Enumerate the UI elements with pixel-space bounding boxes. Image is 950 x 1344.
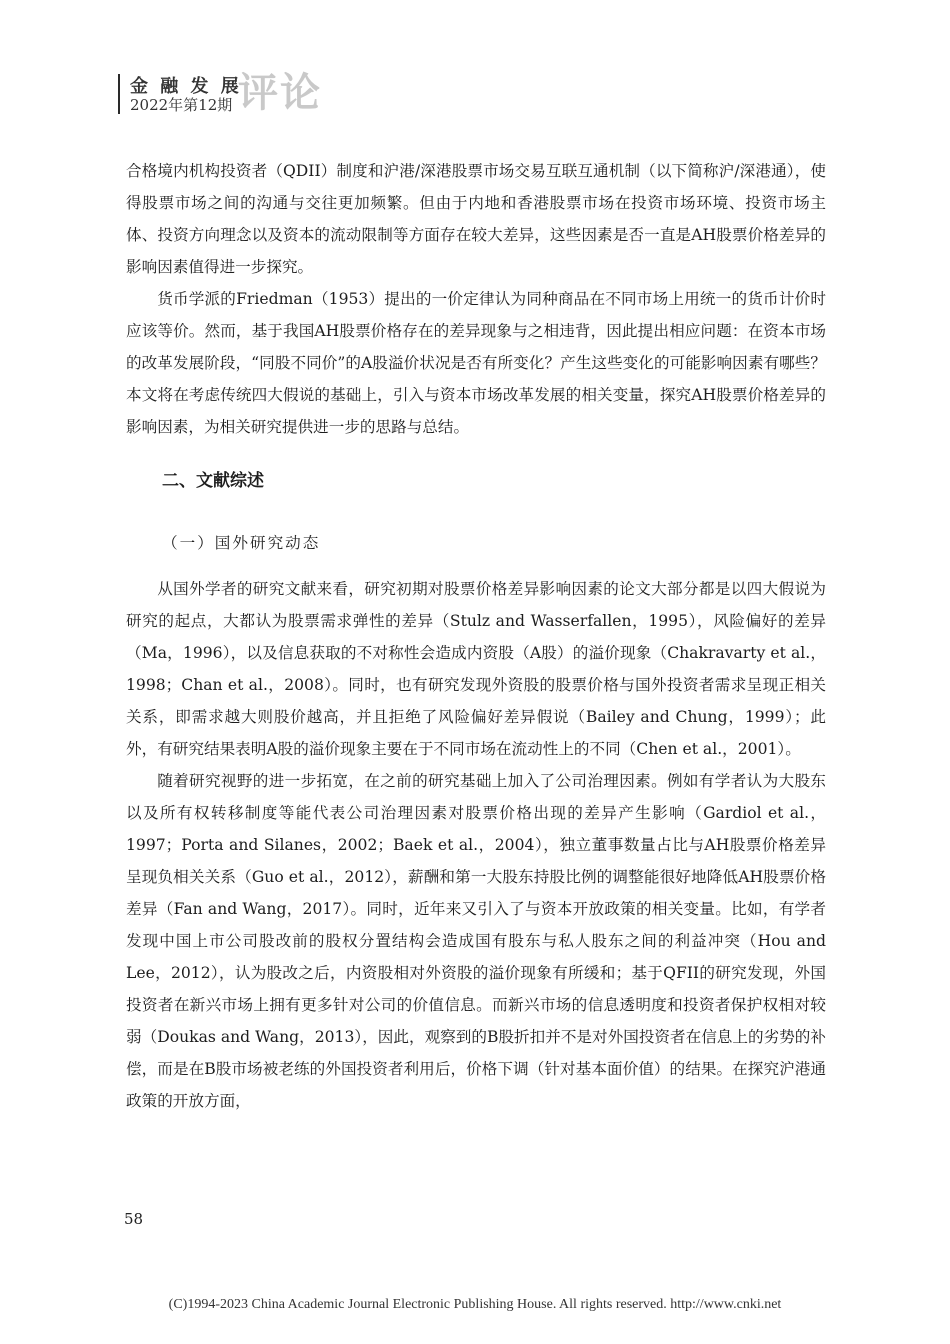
- paragraph: 随着研究视野的进一步拓宽，在之前的研究基础上加入了公司治理因素。例如有学者认为大股东以及所有权转移制度等能代表公司治理因素对股票价格出现的差异产生影响（Gardiol et al.，1997；Porta and Silanes，2002；Baek et al.，2004），独立董事数量占比与AH股票价格差异呈现负相关关系（Guo et al.，2012），薪酬和第一大股东持股比例的调整能很好地降低AH股票价格差异（Fan and Wang，2017）。同时，近年来又引入了与资本开放政策的相关变量。比如，有学者发现中国上市公司股改前的股权分置结构会造成国有股东与私人股东之间的利益冲突（Hou and Lee，2012），认为股改之后，内资股相对外资股的溢价现象有所缓和；基于QFII的研究发现，外国投资者在新兴市场上拥有更多针对公司的价值信息。而新兴市场的信息透明度和投资者保护权相对较弱（Doukas and Wang，2013），因此，观察到的B股折扣并不是对外国投资者在信息上的劣势的补偿，而是在B股市场被老练的外国投资者利用后，价格下调（针对基本面价值）的结果。在探究沪港通政策的开放方面，: [126, 772, 826, 1110]
- journal-name: 金 融 发 展: [130, 76, 242, 97]
- journal-issue: 2022年第12期: [130, 96, 233, 114]
- paragraph: 货币学派的Friedman（1953）提出的一价定律认为同种商品在不同市场上用统一的货币计价时应该等价。然而，基于我国AH股票价格存在的差异现象与之相违背，因此提出相应问题：在资本市场的改革发展阶段，“同股不同价”的A股溢价状况是否有所变化？产生这些变化的可能影响因素有哪些？本文将在考虑传统四大假说的基础上，引入与资本市场改革发展的相关变量，探究AH股票价格差异的影响因素，为相关研究提供进一步的思路与总结。: [126, 290, 826, 436]
- subsection-heading: （一）国外研究动态: [162, 534, 321, 552]
- page-number: 58: [124, 1210, 144, 1228]
- paragraph: 从国外学者的研究文献来看，研究初期对股票价格差异影响因素的论文大部分都是以四大假说为研究的起点，大都认为股票需求弹性的差异（Stulz and Wasserfallen，1995），风险偏好的差异（Ma，1996），以及信息获取的不对称性会造成内资股（A股）的溢价现象（Chakravarty et al.，1998；Chan et al.，2008）。同时，也有研究发现外资股的股票价格与国外投资者需求呈现正相关关系，即需求越大则股价越高，并且拒绝了风险偏好差异假说（Bailey and Chung，1999）；此外，有研究结果表明A股的溢价现象主要在于不同市场在流动性上的不同（Chen et al.，2001）。: [126, 580, 826, 758]
- journal-logo: 评论: [238, 70, 322, 116]
- article-body: [126, 155, 826, 1117]
- copyright-footer: (C)1994-2023 China Academic Journal Electronic Publishing House. All rights reserved. http://www.cnki.net: [168, 1297, 782, 1312]
- section-heading: 二、文献综述: [162, 471, 264, 491]
- header-divider: [118, 74, 120, 114]
- paragraph-continued: 合格境内机构投资者（QDII）制度和沪港/深港股票市场交易互联互通机制（以下简称沪/深港通），使得股票市场之间的沟通与交往更加频繁。但由于内地和香港股票市场在投资市场环境、投资市场主体、投资方向理念以及资本的流动限制等方面存在较大差异，这些因素是否一直是AH股票价格差异的影响因素值得进一步探究。: [126, 162, 826, 276]
